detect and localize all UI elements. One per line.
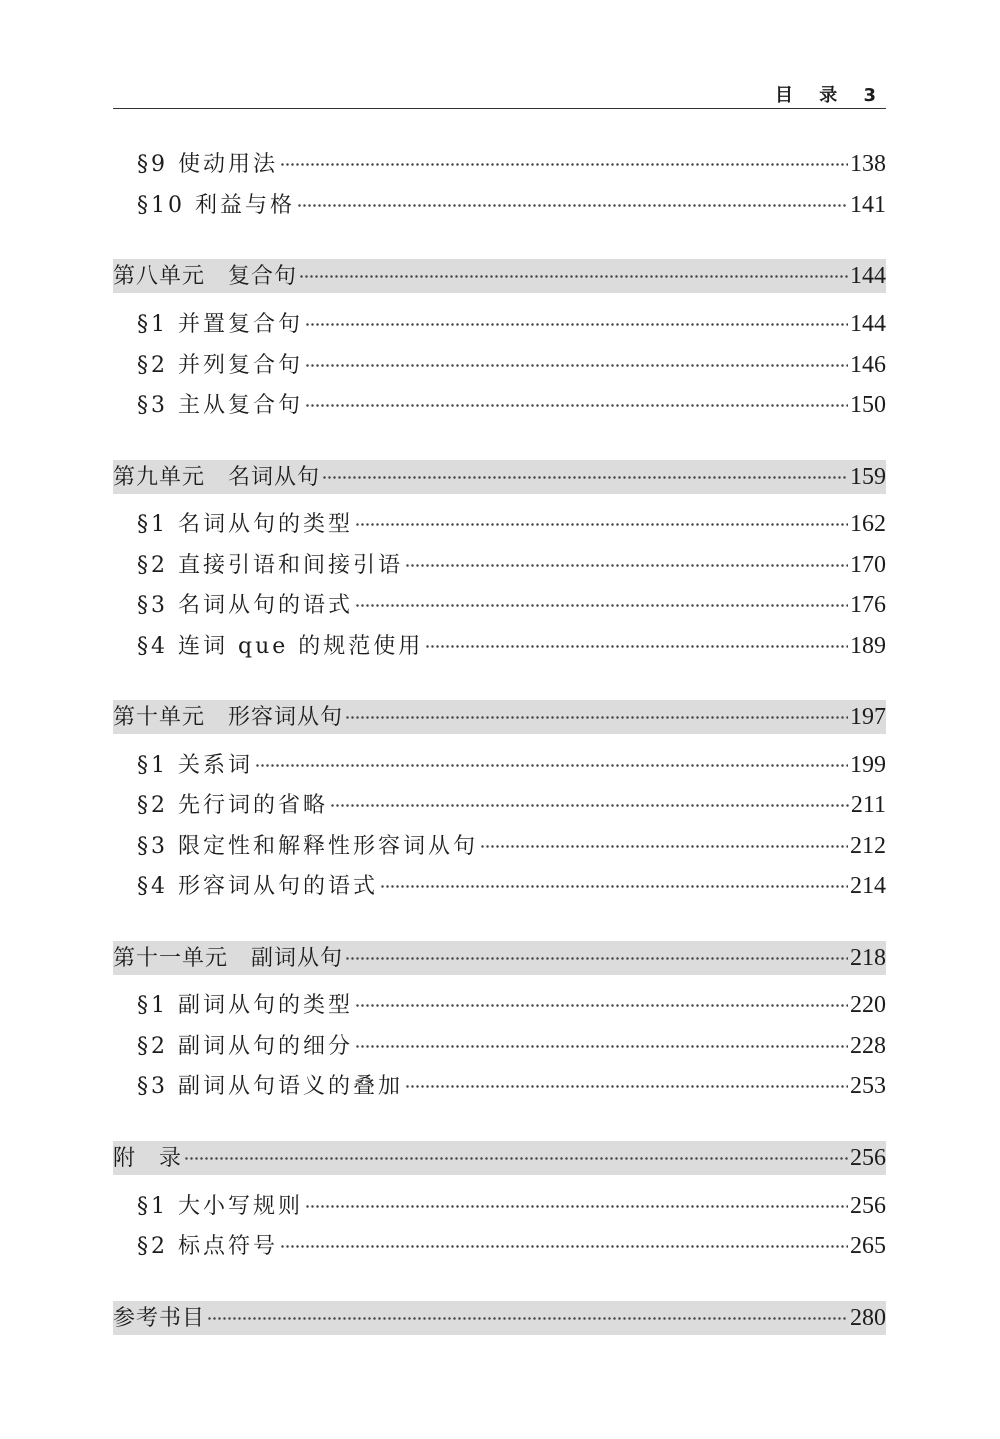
toc-entry-title: §2 并列复合句 (137, 353, 303, 378)
toc-chapter-title: 第十一单元 副词从句 (113, 946, 344, 971)
dot-leader (299, 270, 848, 282)
toc-entry-title: §1 副词从句的类型 (137, 993, 353, 1018)
toc-chapter-title: 第九单元 名词从句 (113, 465, 321, 490)
toc-chapter (113, 1141, 886, 1175)
toc-entry-page: 189 (850, 633, 886, 659)
toc-entry (137, 1026, 886, 1066)
toc-entry-page: 256 (850, 1193, 886, 1219)
toc-entry (137, 585, 886, 625)
dot-leader (355, 518, 848, 530)
dot-leader (380, 880, 848, 892)
toc-entry-title: §3 名词从句的语式 (137, 593, 353, 618)
toc-chapter-title: 第十单元 形容词从句 (113, 705, 344, 730)
toc-entry-page: 212 (850, 833, 886, 859)
dot-leader (355, 599, 848, 611)
toc-entry-page: 144 (850, 311, 886, 337)
running-header (113, 84, 886, 109)
header-title: 目 录 3 (774, 85, 886, 106)
dot-leader (355, 999, 848, 1011)
toc-entry (137, 1226, 886, 1266)
toc-entry-title: §3 限定性和解释性形容词从句 (137, 834, 478, 859)
dot-leader (207, 1312, 848, 1324)
toc-entry (137, 826, 886, 866)
dot-leader (355, 1040, 848, 1052)
toc-entry (137, 785, 886, 825)
toc-entry-title: §1 名词从句的类型 (137, 512, 353, 537)
toc-entry-title: §9 使动用法 (137, 152, 278, 177)
toc-entry-title: §2 先行词的省略 (137, 793, 328, 818)
dot-leader (345, 952, 848, 964)
toc-entry-title: §4 形容词从句的语式 (137, 874, 378, 899)
toc-entry (137, 745, 886, 785)
toc-entry-title: §1 并置复合句 (137, 312, 303, 337)
toc-entry (137, 185, 886, 225)
toc-entry-title: §2 直接引语和间接引语 (137, 553, 403, 578)
toc-chapter (113, 941, 886, 975)
toc-chapter-page: 144 (850, 263, 886, 289)
dot-leader (297, 199, 848, 211)
toc-entry (137, 144, 886, 184)
toc-entry-page: 214 (850, 873, 886, 899)
toc-chapter-title: 附 录 (113, 1146, 183, 1171)
toc-chapter-page: 218 (850, 945, 886, 971)
toc-entry-page: 265 (850, 1233, 886, 1259)
toc-entry (137, 985, 886, 1025)
toc-entry-page: 176 (850, 592, 886, 618)
toc-entry-page: 141 (850, 192, 886, 218)
toc-entry-page: 220 (850, 992, 886, 1018)
dot-leader (255, 759, 848, 771)
toc-entry-page: 162 (850, 511, 886, 537)
toc-entry-title: §3 副词从句语义的叠加 (137, 1074, 403, 1099)
toc-entry (137, 504, 886, 544)
dot-leader (305, 359, 848, 371)
toc-entry (137, 385, 886, 425)
toc-entry (137, 345, 886, 385)
toc-chapter (113, 460, 886, 494)
dot-leader (305, 318, 848, 330)
toc-entry-title: §10 利益与格 (137, 193, 295, 218)
toc-entry-title: §3 主从复合句 (137, 393, 303, 418)
toc-chapter-page: 256 (850, 1145, 886, 1171)
toc-chapter-page: 197 (850, 704, 886, 730)
dot-leader (330, 799, 849, 811)
toc-entry (137, 866, 886, 906)
toc-entry-title: §1 关系词 (137, 753, 253, 778)
toc-entry-page: 199 (850, 752, 886, 778)
dot-leader (405, 1080, 848, 1092)
dot-leader (480, 840, 848, 852)
toc-entry-page: 211 (850, 792, 886, 818)
toc-chapter (113, 259, 886, 293)
dot-leader (280, 158, 848, 170)
toc-entry-page: 146 (850, 352, 886, 378)
toc-entry-page: 228 (850, 1033, 886, 1059)
toc-chapter (113, 1301, 886, 1335)
dot-leader (345, 711, 848, 723)
toc-chapter-page: 280 (850, 1305, 886, 1331)
dot-leader (425, 640, 848, 652)
toc-entry (137, 1186, 886, 1226)
toc-chapter-title: 第八单元 复合句 (113, 264, 298, 289)
toc-entry-page: 253 (850, 1073, 886, 1099)
dot-leader (405, 559, 848, 571)
toc-entry (137, 545, 886, 585)
toc-entry-page: 138 (850, 151, 886, 177)
dot-leader (305, 1200, 848, 1212)
dot-leader (322, 471, 848, 483)
toc-chapter-page: 159 (850, 464, 886, 490)
toc-entry-page: 150 (850, 392, 886, 418)
toc-entry-title: §1 大小写规则 (137, 1194, 303, 1219)
dot-leader (305, 399, 848, 411)
dot-leader (280, 1240, 848, 1252)
toc-entry (137, 626, 886, 666)
toc-entry-page: 170 (850, 552, 886, 578)
dot-leader (184, 1152, 848, 1164)
toc-entry-title: §2 标点符号 (137, 1234, 278, 1259)
toc-entry (137, 1066, 886, 1106)
toc-chapter (113, 700, 886, 734)
toc-chapter-title: 参考书目 (113, 1306, 206, 1331)
toc-entry (137, 304, 886, 344)
toc-entry-title: §2 副词从句的细分 (137, 1034, 353, 1059)
toc-entry-title: §4 连词 que 的规范使用 (137, 634, 424, 659)
